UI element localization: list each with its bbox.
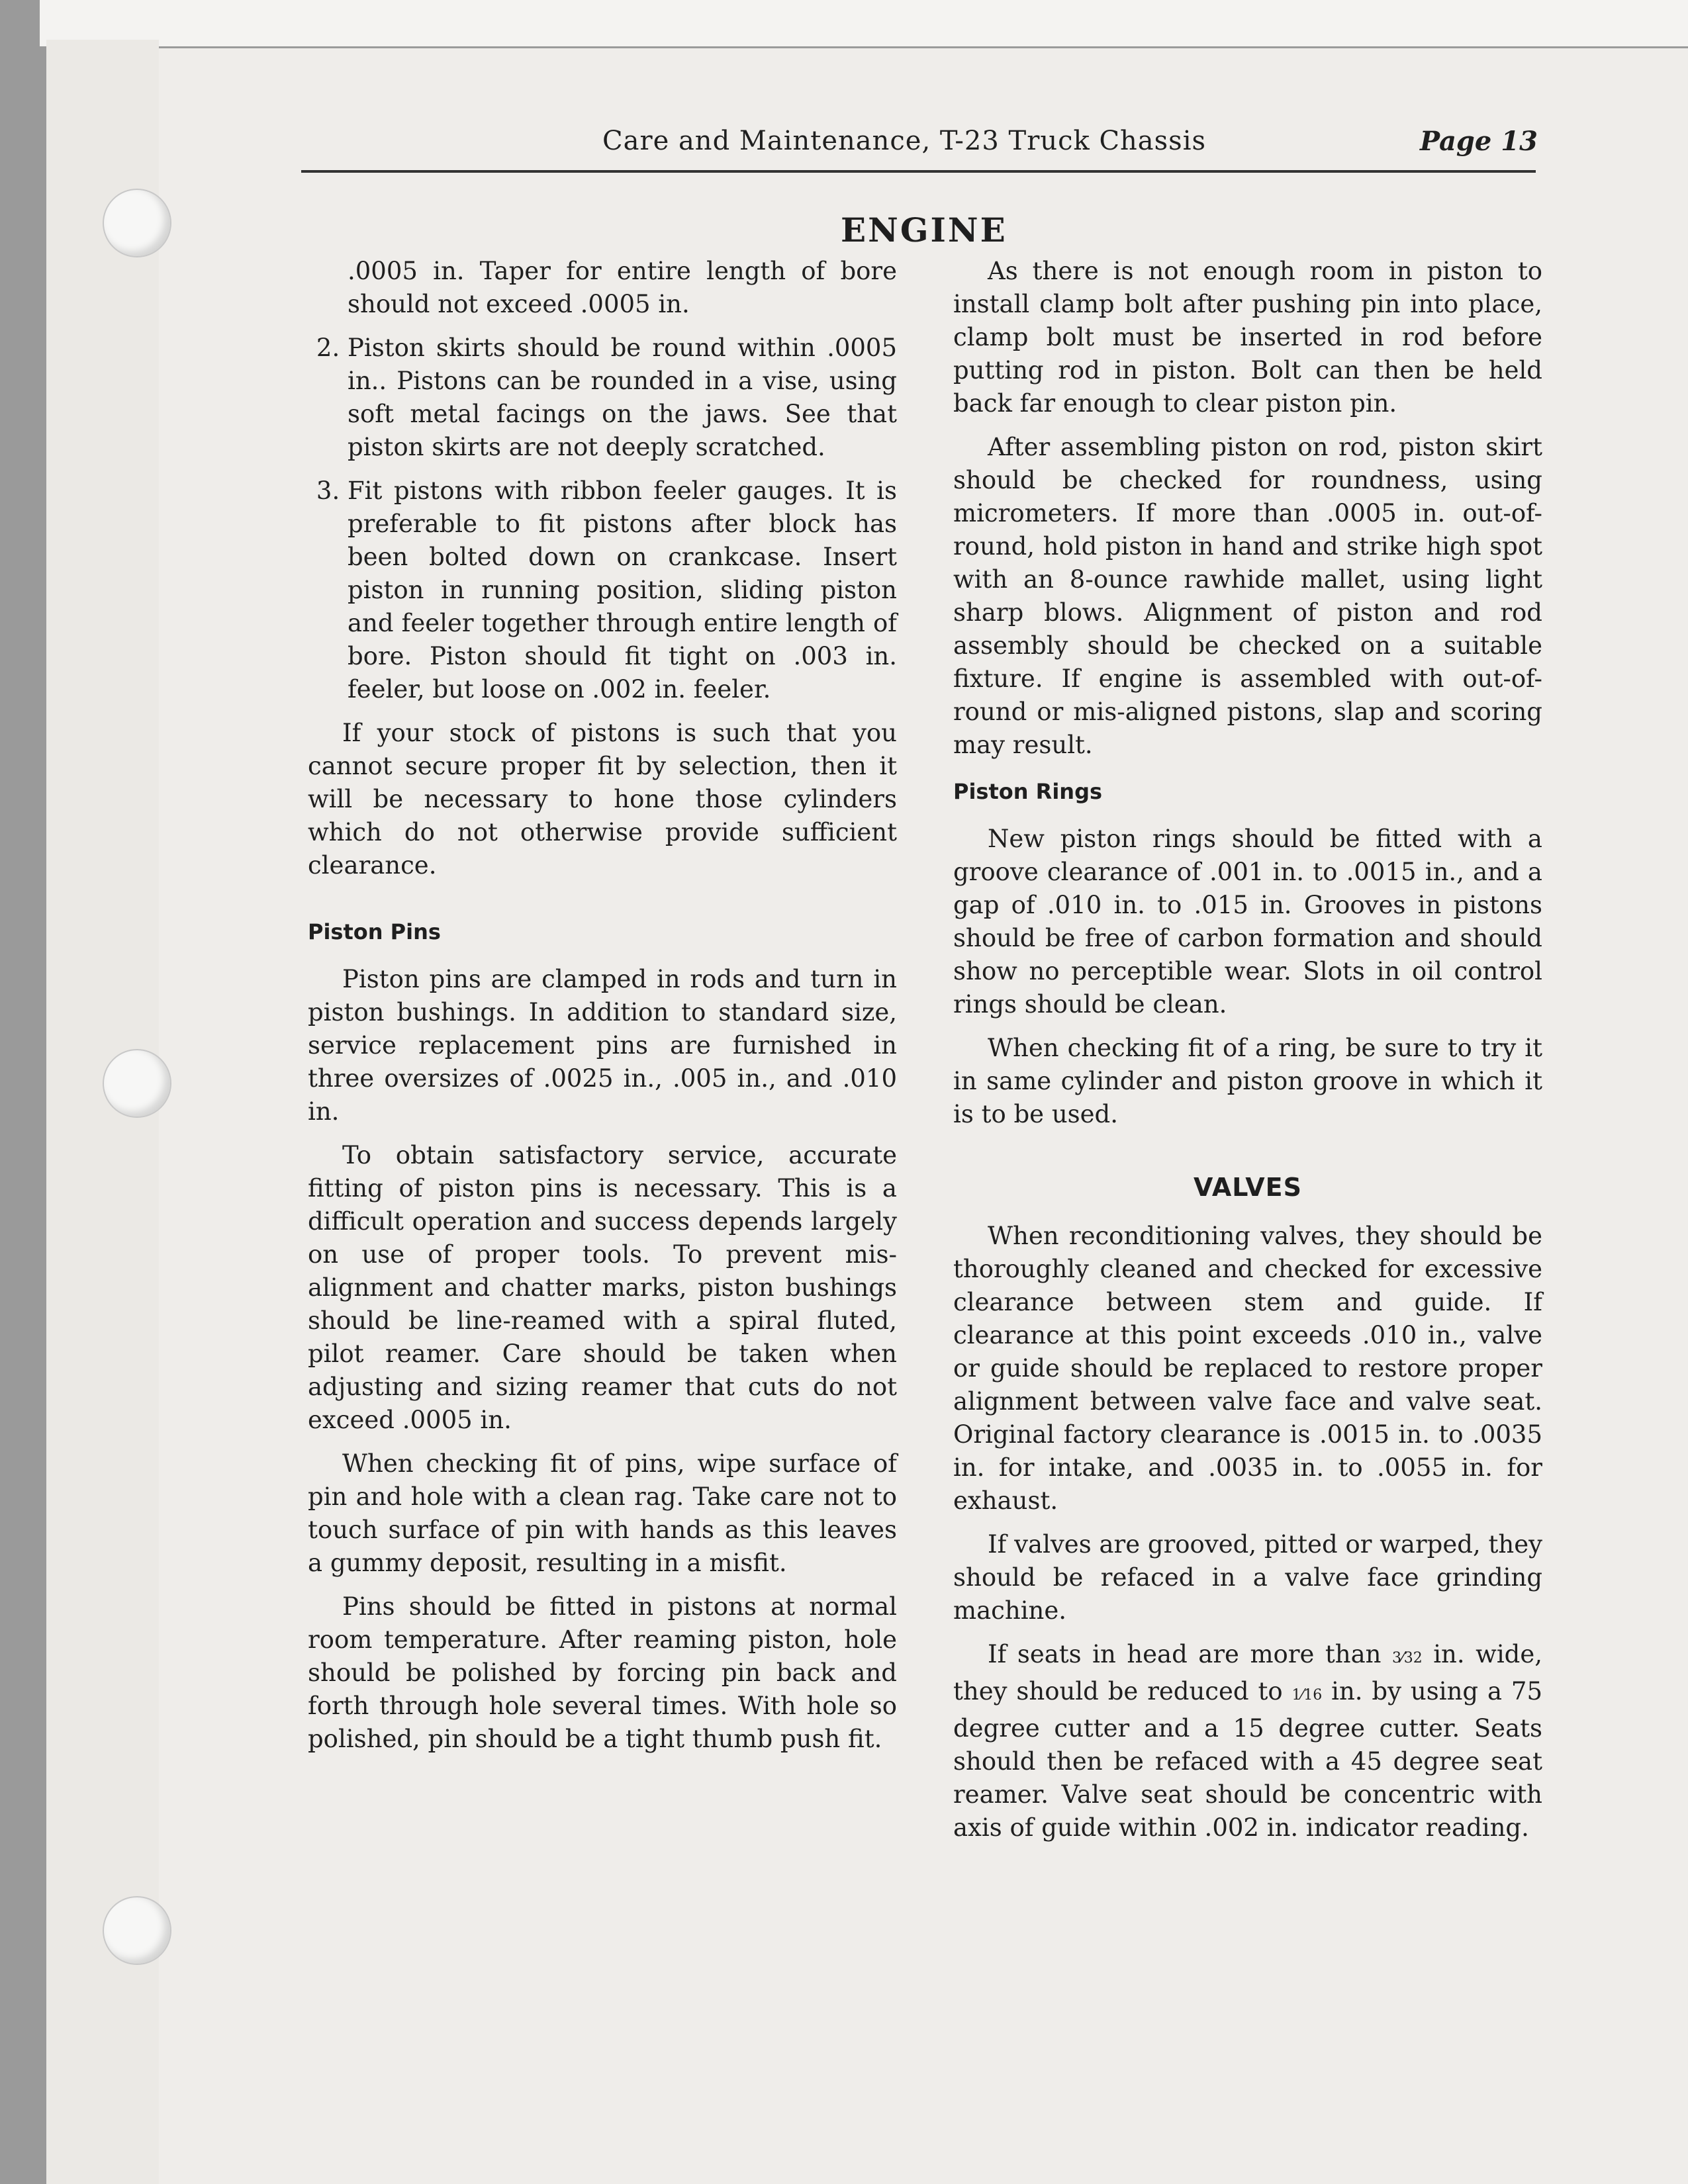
paragraph: After assembling piston on rod, piston skirt should be checked for roundness, using micrometers. If more than .0005 in. out-of-round, hold piston in hand and strike high spot with an 8-ounce rawhide mallet, using light sharp blows. Alignment of piston and rod assembly should be checked on a suitable fixture. If engine is assembled with out-of-round or mis-aligned pistons, slap and scoring may result. [953,433,1542,759]
list-item: 3. Fit pistons with ribbon feeler gauges. It is preferable to fit pistons after block has been bolted down on crankcase. Insert piston in running position, sliding piston and feeler together through entire length of bore. Piston should fit tight on .003 in. feeler, but loose on .002 in. feeler. [348,475,897,706]
intro-fragment: .0005 in. Taper for entire length of bore should not exceed .0005 in. [348,257,897,318]
punch-hole-middle [103,1049,171,1118]
paragraph: When checking fit of a ring, be sure to try it in same cylinder and piston groove in which it is to be used. [953,1034,1542,1128]
paragraph: New piston rings should be fitted with a groove clearance of .001 in. to .0015 in., and a gap of .010 in. to .015 in. Grooves in pistons should be free of carbon formation and should show no perceptible wear. Slots in oil control rings should be clean. [953,825,1542,1019]
page-number: Page 13 [1420,126,1538,157]
punch-hole-bottom [103,1896,171,1965]
paragraph: If valves are grooved, pitted or warped, they should be refaced in a valve face grinding machine. [953,1530,1542,1625]
valves-heading: VALVES [1194,1173,1302,1202]
paragraph: If your stock of pistons is such that you cannot secure proper fit by selection, then it will be necessary to hone those cylinders which do not otherwise provide sufficient clearance. [308,719,897,880]
valve-seats-paragraph: If seats in head are more than 3⁄32 in. wide, they should be reduced to 1⁄16 in. by using a 75 degree cutter and a 15 degree cutter. Seats should then be refaced with a 45 degree seat reamer. Valve seat should be concentric with axis of guide within .002 in. indicator reading. [953,1640,1543,1842]
scan-edge-shadow [0,0,46,2184]
section-title: ENGINE [841,210,1008,250]
paragraph: To obtain satisfactory service, accurate fitting of piston pins is necessary. This is a difficult operation and success depends largely on use of proper tools. To prevent mis-alignment and chatter marks, piston bushings should be line-reamed with a spiral fluted, pilot reamer. Care should be taken when adjusting and sizing reamer that cuts do not exceed .0005 in. [308,1141,897,1434]
paragraph: Piston pins are clamped in rods and turn in piston bushings. In addition to standard size, service replacement pins are furnished in three oversizes of .0025 in., .005 in., and .010 in. [308,965,897,1126]
running-title: Care and Maintenance, T-23 Truck Chassis [602,126,1207,156]
list-item: 2. Piston skirts should be round within .0005 in.. Pistons can be rounded in a vise, using soft metal facings on the jaws. See that piston skirts are not deeply scratched. [348,332,897,464]
header-rule [301,170,1536,173]
paragraph: When reconditioning valves, they should be thoroughly cleaned and checked for excessive clearance between stem and guide. If clearance at this point exceeds .010 in., valve or guide should be replaced to restore proper alignment between valve face and valve seat. Original factory clearance is .0015 in. to .0035 in. for intake, and .0035 in. to .0055 in. for exhaust. [953,1222,1542,1515]
paragraph: Pins should be fitted in pistons at normal room temperature. After reaming piston, hole should be polished by forcing pin back and forth through hole several times. With hole so polished, pin should be a tight thumb push fit. [308,1592,897,1753]
left-column [308,255,897,1766]
punch-hole-top [103,189,171,257]
scan-top-edge [40,0,1688,48]
piston-pins-heading: Piston Pins [308,919,441,944]
piston-rings-heading: Piston Rings [953,779,1103,804]
numbered-list [308,332,897,706]
fraction: 1⁄16 [1291,1687,1323,1704]
fraction: 3⁄32 [1392,1650,1423,1666]
paragraph: As there is not enough room in piston to install clamp bolt after pushing pin into place, clamp bolt must be inserted in rod before putting rod in piston. Bolt can then be held back far enough to clear piston pin. [953,257,1542,418]
right-column [953,255,1542,1855]
paragraph: When checking fit of pins, wipe surface of pin and hole with a clean rag. Take care not to touch surface of pin with hands as this leaves a gummy deposit, resulting in a misfit. [308,1449,897,1577]
